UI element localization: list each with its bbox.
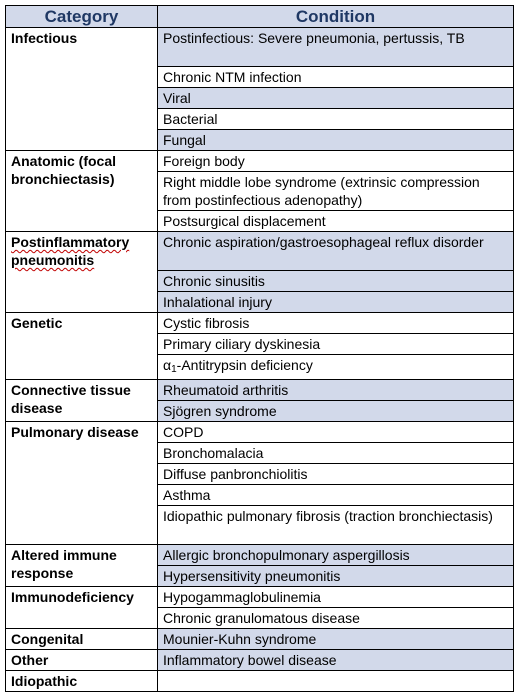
condition-cell: Postsurgical displacement [158, 211, 514, 232]
condition-cell: Allergic bronchopulmonary aspergillosis [158, 545, 514, 566]
condition-cell: Sjögren syndrome [158, 401, 514, 422]
condition-cell: $\alpha_1$-Antitrypsin deficiency [158, 355, 514, 380]
condition-cell: Hypogammaglobulinemia [158, 587, 514, 608]
category-cell: Altered immune response [6, 545, 158, 587]
condition-cell: Diffuse panbronchiolitis [158, 464, 514, 485]
table-row [6, 28, 514, 67]
category-header: Category [6, 6, 158, 28]
condition-cell: Foreign body [158, 151, 514, 172]
condition-cell: Fungal [158, 130, 514, 151]
table-row [6, 545, 514, 566]
bronchiectasis-causes-table [5, 5, 514, 692]
table-row [6, 587, 514, 608]
condition-cell: Viral [158, 88, 514, 109]
condition-cell: Primary ciliary dyskinesia [158, 334, 514, 355]
condition-cell: Right middle lobe syndrome (extrinsic compression from postinfectious adenopathy) [158, 172, 514, 211]
condition-cell [158, 28, 514, 67]
condition-header: Condition [158, 6, 514, 28]
category-cell: Genetic [6, 313, 158, 380]
condition-cell: Bacterial [158, 109, 514, 130]
subscript: 1 [171, 364, 177, 375]
condition-cell: Mounier-Kuhn syndrome [158, 629, 514, 650]
category-cell: Anatomic (focal bronchiectasis) [6, 151, 158, 232]
table-row [6, 151, 514, 172]
condition-cell: Hypersensitivity pneumonitis [158, 566, 514, 587]
condition-cell: Idiopathic pulmonary fibrosis (traction bronchiectasis) [158, 506, 514, 545]
category-text: Postinflammatory pneumonitis [11, 234, 130, 268]
condition-cell: Chronic granulomatous disease [158, 608, 514, 629]
condition-cell: Bronchomalacia [158, 443, 514, 464]
condition-cell: Chronic aspiration/gastroesophageal reflux disorder [158, 232, 514, 271]
condition-cell: Asthma [158, 485, 514, 506]
category-cell: Connective tissue disease [6, 380, 158, 422]
condition-cell: Cystic fibrosis [158, 313, 514, 334]
category-cell: Infectious [6, 28, 158, 151]
condition-cell: COPD [158, 422, 514, 443]
condition-cell: Chronic NTM infection [158, 67, 514, 88]
condition-cell [158, 671, 514, 692]
table-row [6, 232, 514, 271]
category-cell: Other [6, 650, 158, 671]
category-cell: Idiopathic [6, 671, 158, 692]
table-row [6, 650, 514, 671]
condition-cell: Chronic sinusitis [158, 271, 514, 292]
condition-cell: Rheumatoid arthritis [158, 380, 514, 401]
condition-text: Postinfectious: Severe pneumonia, pertussis, TB [163, 30, 465, 46]
condition-cell: Inflammatory bowel disease [158, 650, 514, 671]
table-row [6, 422, 514, 443]
category-cell: Immunodeficiency [6, 587, 158, 629]
category-cell: Congenital [6, 629, 158, 650]
table-row [6, 380, 514, 401]
table-row [6, 313, 514, 334]
header-row [6, 6, 514, 28]
category-cell [6, 232, 158, 313]
table-row [6, 671, 514, 692]
condition-cell: Inhalational injury [158, 292, 514, 313]
category-cell: Pulmonary disease [6, 422, 158, 545]
table-row [6, 629, 514, 650]
